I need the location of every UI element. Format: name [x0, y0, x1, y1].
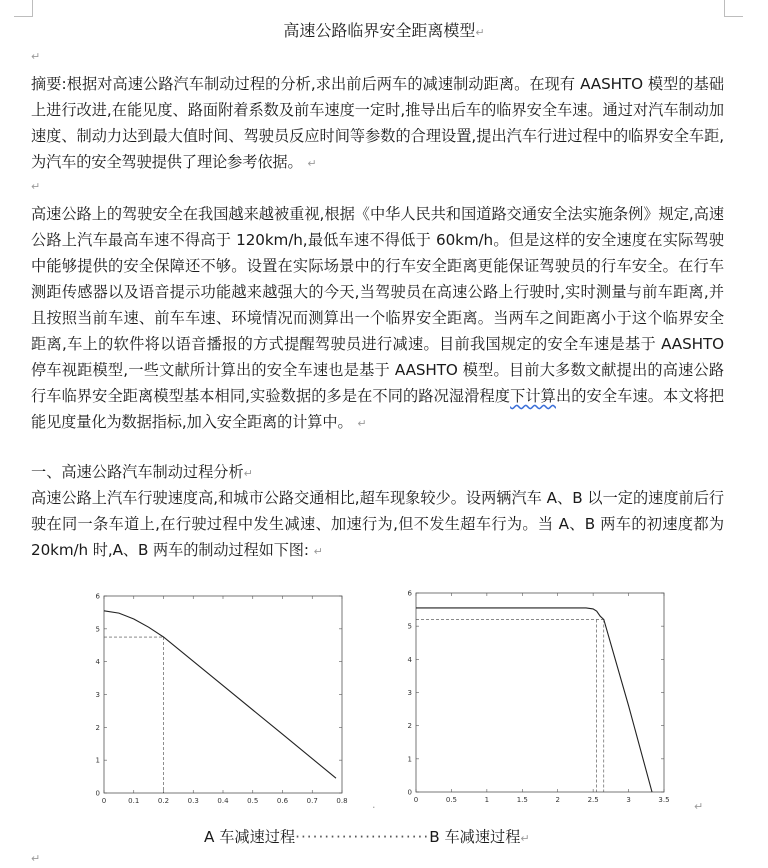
chart-a-x-tick-label: 0.3 [187, 797, 199, 805]
chart-b-y-tick-label: 2 [407, 722, 412, 731]
chart-a-y-tick-label: 2 [95, 723, 100, 732]
abstract-paragraph[interactable] [31, 71, 724, 177]
chart-a-y-tick-label: 6 [95, 592, 100, 601]
paragraph-mark: ↵ [357, 417, 367, 430]
chart-a[interactable] [84, 590, 354, 805]
document-title[interactable] [0, 18, 768, 41]
chart-a-x-tick-label: 0.6 [276, 797, 289, 805]
intro-text-1: 高速公路上的驾驶安全在我国越来越被重视,根据《中华人民共和国道路交通安全法实施条例》规定,高速公路上汽车最高车速不得高于 120km/h,最低车速不得低于 60km/h。但是这样的安全速度在实际驾驶中能够提供的安全保障还不够。设置在实际场景中的行车安全距离更能保证驾驶员的行车安全。在行车测距传感器以及语音提示功能越来越强大的今天,当驾驶员在高速公路上行驶时,实时测量与前车距离,并且按照当前车速、前车车速、环境情况而测算出一个临界安全距离。当两车之间距离小于这个临界安全距离,车上的软件将以语音播报的方式提醒驾驶员进行减速。目前我国规定的安全车速是基于 AASHTO 停车视距模型,一些文献所计算出的安全车速也是基于 AASHTO 模型。目前大多数文献提出的高速公路行车临界安全距离模型基本相同,实验数据的多是在不同的路况湿滑程度 [31, 205, 724, 405]
paragraph-mark: ↵ [520, 832, 530, 845]
chart-a-y-tick-label: 4 [95, 658, 100, 667]
chart-a-x-tick-label: 0 [101, 797, 107, 805]
chart-b[interactable] [394, 583, 676, 805]
chart-b-y-tick-label: 6 [407, 589, 412, 598]
chart-b-y-tick-label: 4 [407, 655, 412, 664]
chart-b-x-tick-label: 2 [555, 796, 560, 804]
caption-tab-leader: ······················· [295, 828, 430, 846]
paragraph-mark: ↵ [31, 50, 41, 63]
chart-b-x-tick-label: 1.5 [516, 796, 528, 804]
chart-b-y-tick-label: 5 [407, 622, 412, 631]
paragraph-mark: ↵ [475, 26, 485, 39]
paragraph-mark: ↵ [243, 467, 253, 480]
chart-a-x-tick-label: 0.2 [157, 797, 170, 805]
intro-paragraph[interactable] [31, 201, 724, 437]
chart-b-x-tick-label: 3 [626, 796, 631, 804]
chart-a-y-tick-label: 3 [95, 691, 100, 699]
paragraph-mark: ↵ [313, 545, 323, 558]
section1-paragraph[interactable] [31, 485, 724, 565]
title-text: 高速公路临界安全距离模型 [283, 21, 476, 40]
grammar-squiggle[interactable]: 下计算 [510, 387, 556, 405]
chart-b-x-tick-label: 2.5 [587, 796, 599, 804]
chart-a-y-tick-label: 5 [95, 625, 100, 634]
chart-a-svg [84, 590, 354, 805]
section-heading[interactable] [31, 461, 253, 482]
empty-paragraph[interactable] [31, 180, 40, 193]
caption-a: A 车减速过程 [204, 828, 296, 846]
page-corner-mark-right [724, 0, 743, 17]
paragraph-mark: ↵ [31, 180, 41, 193]
chart-b-x-tick-label: 0 [413, 796, 419, 804]
chart-b-plot-frame [416, 593, 664, 792]
section-heading-text: 一、高速公路汽车制动过程分析 [31, 463, 244, 481]
figure-caption[interactable] [204, 826, 530, 847]
stray-dot: . [372, 798, 376, 811]
chart-b-svg [394, 583, 676, 805]
paragraph-mark: ↵ [694, 800, 704, 813]
chart-b-x-tick-label: 0.5 [445, 796, 457, 804]
abstract-text: 摘要:根据对高速公路汽车制动过程的分析,求出前后两车的减速制动距离。在现有 AASHTO 模型的基础上进行改进,在能见度、路面附着系数及前车速度一定时,推导出后车的临界安全车速。通过对汽车制动加速度、制动力达到最大值时间、驾驶员反应时间等参数的合理设置,提出汽车行进过程中的临界安全车距,为汽车的安全驾驶提供了理论参考依据。 [31, 75, 724, 171]
page-corner-mark-left [14, 0, 33, 17]
chart-a-plot-frame [104, 596, 342, 793]
chart-a-y-tick-label: 1 [95, 756, 100, 765]
empty-paragraph[interactable] [31, 50, 40, 63]
chart-a-x-tick-label: 0.8 [336, 797, 348, 805]
chart-a-y-tick-label: 0 [95, 789, 100, 798]
chart-b-y-tick-label: 1 [407, 755, 412, 764]
chart-b-x-tick-label: 1 [484, 796, 490, 804]
paragraph-mark: ↵ [31, 852, 41, 865]
chart-b-x-tick-label: 3.5 [658, 796, 670, 804]
empty-paragraph[interactable] [31, 852, 40, 865]
chart-a-x-tick-label: 0.7 [306, 797, 318, 805]
chart-b-y-tick-label: 0 [407, 788, 412, 797]
chart-b-y-tick-label: 3 [407, 689, 412, 697]
caption-b: B 车减速过程 [429, 828, 521, 846]
paragraph-mark: ↵ [307, 157, 317, 170]
chart-a-x-tick-label: 0.5 [247, 797, 259, 805]
section1-text: 高速公路上汽车行驶速度高,和城市公路交通相比,超车现象较少。设两辆汽车 A、B 以一定的速度前后行驶在同一条车道上,在行驶过程中发生减速、加速行为,但不发生超车行为。当 A、B 两车的初速度都为 20km/h 时,A、B 两车的制动过程如下图: [31, 489, 724, 559]
intro-text-2: 出的安全车速。本文将把能见度量化为数据指标,加入安全距离的计算中。 [31, 387, 725, 431]
chart-a-x-tick-label: 0.1 [128, 797, 140, 805]
chart-a-x-tick-label: 0.4 [217, 797, 229, 805]
